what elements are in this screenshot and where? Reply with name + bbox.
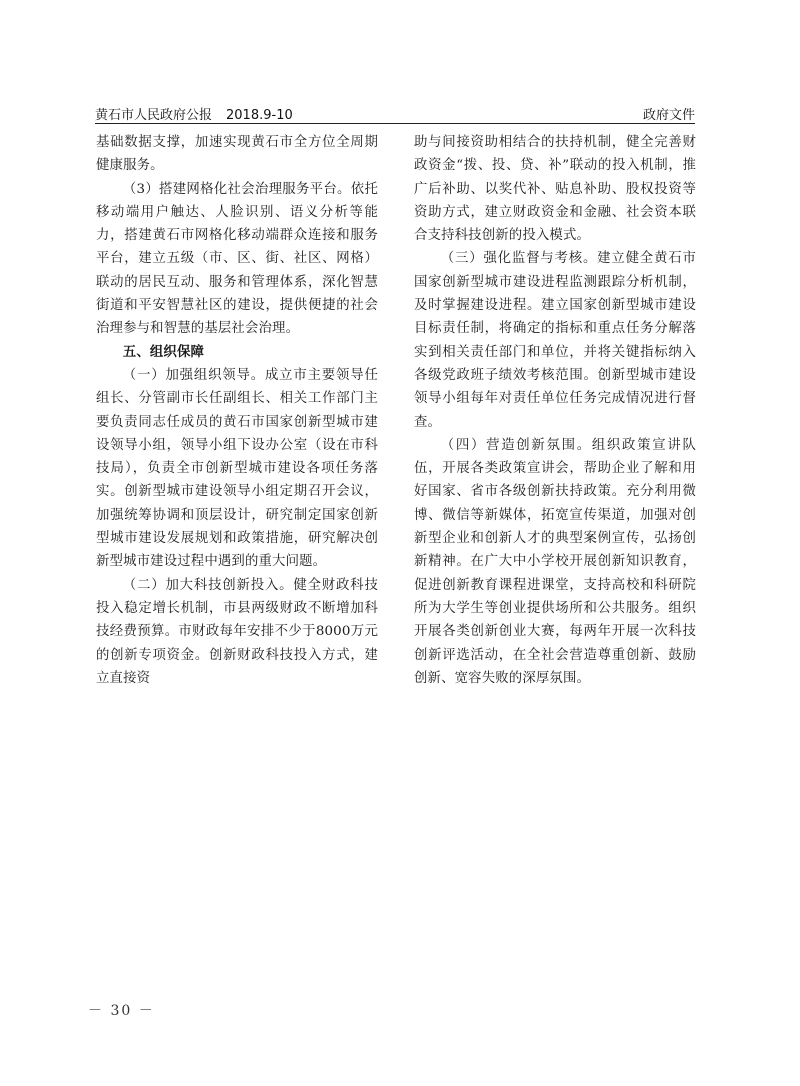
header-left <box>95 104 307 123</box>
paragraph-grid-governance: （3）搭建网格化社会治理服务平台。依托移动端用户触达、人脸识别、语义分析等能力，搭建黄石市网格化移动端群众连接和服务平台，建立五级（市、区、街、社区、网格）联动的居民互动、服务和管理体系，深化智慧街道和平安智慧社区的建设，提供便捷的社会治理参与和智慧的基层社会治理。 <box>96 181 378 337</box>
section-heading: 五、组织保障 <box>122 344 205 360</box>
paragraph-leadership: （一）加强组织领导。成立市主要领导任组长、分管副市长任副组长、相关工作部门主要负责同志任成员的黄石市国家创新型城市建设领导小组，领导小组下设办公室（设在市科技局），负责全市创新型城市建设各项任务落实。创新型城市建设领导小组定期召开会议，加强统筹协调和顶层设计，研究制定国家创新型城市建设发展规划和政策措施，研究解决创新型城市建设过程中遇到的重大问题。 <box>96 367 378 570</box>
right-column <box>414 131 696 690</box>
paragraph-continued: 基础数据支撑，加速实现黄石市全方位全周期健康服务。 <box>96 135 378 174</box>
paragraph-supervision: （三）强化监督与考核。建立健全黄石市国家创新型城市建设进程监测跟踪分析机制，及时掌握建设进程。建立国家创新型城市建设目标责任制，将确定的指标和重点任务分解落实到相关责任部门和单位，并将关键指标纳入各级党政班子绩效考核范围。创新型城市建设领导小组每年对责任单位任务完成情况进行督查。 <box>414 251 696 430</box>
publication-name: 黄石市人民政府公报 <box>95 108 213 123</box>
page-number: － 30 － <box>88 1003 155 1019</box>
header-divider <box>95 123 695 124</box>
left-column <box>96 131 378 690</box>
paragraph-atmosphere: （四）营造创新氛围。组织政策宣讲队伍，开展各类政策宣讲会，帮助企业了解和用好国家、省市各级创新扶持政策。充分利用微博、微信等新媒体，拓宽宣传渠道，加强对创新型企业和创新人才的典型案例宣传，弘扬创新精神。在广大中小学校开展创新知识教育，促进创新教育课程进课堂，支持高校和科研院所为大学生等创业提供场所和公共服务。组织开展各类创新创业大赛，每两年开展一次科技创新评选活动，在全社会营造尊重创新、鼓励创新、宽容失败的深厚氛围。 <box>414 437 696 686</box>
issue-number: 2018.9-10 <box>226 108 293 123</box>
paragraph-continued-funding: 助与间接资助相结合的扶持机制，健全完善财政资金“拨、投、贷、补”联动的投入机制，推广后补助、以奖代补、贴息补助、股权投资等资助方式，建立财政资金和金融、社会资本联合支持科技创新的投入模式。 <box>414 135 696 244</box>
paragraph-investment: （二）加大科技创新投入。健全财政科技投入稳定增长机制，市县两级财政不断增加科技经费预算。市财政每年安排不少于8000万元的创新专项资金。创新财政科技投入方式，建立直接资 <box>96 577 378 686</box>
section-label: 政府文件 <box>642 108 695 123</box>
page-header <box>95 104 695 124</box>
